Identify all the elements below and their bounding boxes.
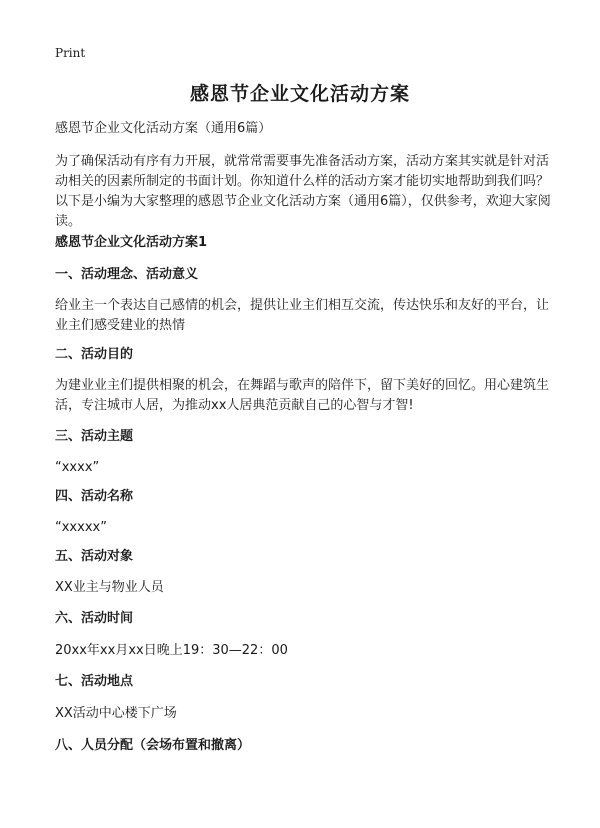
section-heading: 一、活动理念、活动意义 bbox=[55, 267, 199, 282]
section-heading: 三、活动主题 bbox=[55, 429, 134, 444]
page-title: 感恩节企业文化活动方案 bbox=[189, 83, 410, 105]
section-heading: 八、人员分配（会场布置和撤离） bbox=[55, 738, 251, 753]
section-body: “xxxxx” bbox=[55, 520, 107, 535]
plan-heading: 感恩节企业文化活动方案1 bbox=[55, 235, 208, 250]
section-heading: 四、活动名称 bbox=[55, 489, 134, 504]
section-heading: 二、活动目的 bbox=[55, 347, 134, 362]
section-body: “xxxx” bbox=[55, 460, 100, 475]
section-heading: 七、活动地点 bbox=[55, 674, 134, 689]
doc-subtitle: 感恩节企业文化活动方案（通用6篇） bbox=[55, 121, 272, 136]
section-body: 给业主一个表达自己感情的机会，提供让业主们相互交流，传达快乐和友好的平台，让业主们感受建业的热情 bbox=[55, 298, 550, 333]
print-link[interactable]: Print bbox=[55, 46, 86, 60]
intro-paragraph: 为了确保活动有序有力开展，就常常需要事先准备活动方案，活动方案其实就是针对活动相关的因素所制定的书面计划。你知道什么样的活动方案才能切实地帮助到我们吗？以下是小编为大家整理的感恩节企业文化活动方案（通用6篇），仅供参考，欢迎大家阅读。 bbox=[55, 154, 551, 229]
section-body: XX业主与物业人员 bbox=[55, 580, 164, 595]
section-heading: 五、活动对象 bbox=[55, 549, 134, 564]
section-heading: 六、活动时间 bbox=[55, 611, 134, 626]
section-body: 20xx年xx月xx日晚上19：30—22：00 bbox=[55, 643, 288, 658]
section-body: XX活动中心楼下广场 bbox=[55, 706, 177, 721]
section-body: 为建业业主们提供相聚的机会，在舞蹈与歌声的陪伴下，留下美好的回忆。用心建筑生活，专注城市人居，为推动xx人居典范贡献自己的心智与才智! bbox=[55, 378, 550, 413]
